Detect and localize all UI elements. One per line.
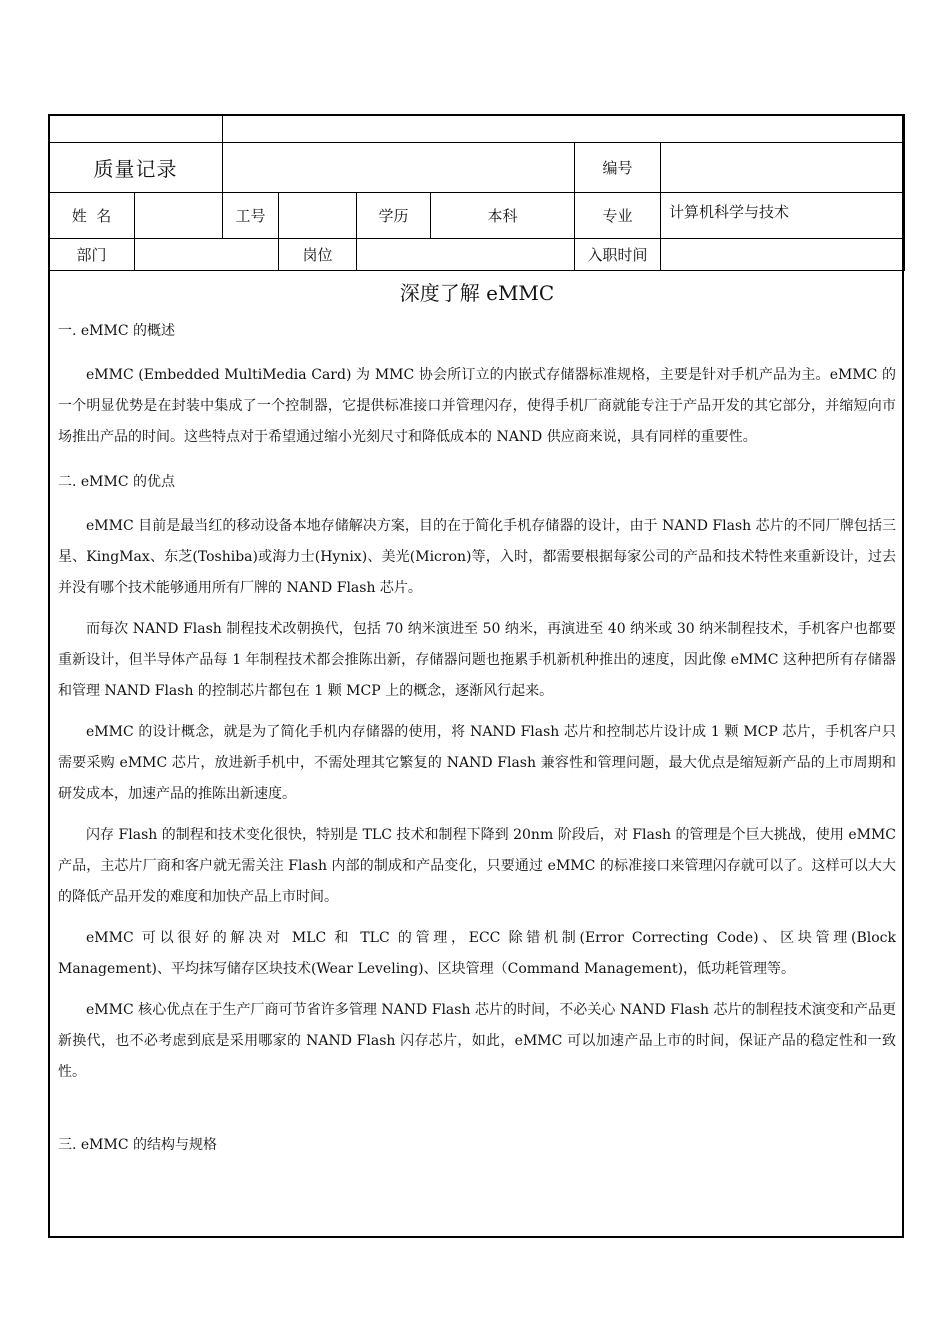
major-value: 计算机科学与技术 [661, 193, 905, 239]
record-form-table [48, 114, 905, 271]
major-label: 专业 [575, 193, 661, 239]
education-value: 本科 [431, 193, 575, 239]
document-title: 深度了解 eMMC [399, 281, 555, 305]
hire-date-value [661, 239, 905, 271]
title-blank-cell [223, 143, 575, 193]
education-label: 学历 [357, 193, 431, 239]
form-title: 质量记录 [49, 143, 223, 193]
document-body [58, 278, 896, 1160]
position-label: 岗位 [279, 239, 357, 271]
employee-no-value [279, 193, 357, 239]
form-row-dept [49, 239, 905, 271]
paragraph: eMMC 可以很好的解决对 MLC 和 TLC 的管理，ECC 除错机制(Error Correcting Code)、区块管理(Block Management)、平均抹写储存区块技术(Wear Leveling)、区块管理（Command Management)，低功耗管理等。 [58, 930, 896, 977]
form-row-top [49, 115, 905, 143]
form-row-info [49, 193, 905, 239]
section-heading: 二. eMMC 的优点 [58, 474, 176, 490]
paragraph: 而每次 NAND Flash 制程技术改朝换代，包括 70 纳米演进至 50 纳米，再演进至 40 纳米或 30 纳米制程技术，手机客户也都要重新设计，但半导体产品每 1 年制程技术都会推陈出新，存储器问题也拖累手机新机种推出的速度，因此像 eMMC 这种把所有存储器和管理 NAND Flash 的控制芯片都包在 1 颗 MCP 上的概念，逐渐风行起来。 [58, 621, 896, 699]
name-value [135, 193, 223, 239]
hire-date-label: 入职时间 [575, 239, 661, 271]
employee-no-label: 工号 [223, 193, 279, 239]
record-form-header [48, 114, 904, 271]
paragraph: eMMC (Embedded MultiMedia Card) 为 MMC 协会所订立的内嵌式存储器标准规格，主要是针对手机产品为主。eMMC 的一个明显优势是在封装中集成了一个控制器，它提供标准接口并管理闪存，使得手机厂商就能专注于产品开发的其它部分，并缩短向市场推出产品的时间。这些特点对于希望通过缩小光刻尺寸和降低成本的 NAND 供应商来说，具有同样的重要性。 [58, 367, 896, 445]
position-value [357, 239, 575, 271]
department-label: 部门 [49, 239, 135, 271]
section-heading: 一. eMMC 的概述 [58, 323, 176, 339]
department-value [135, 239, 279, 271]
blank-cell [49, 115, 223, 143]
form-row-title [49, 143, 905, 193]
paragraph: 闪存 Flash 的制程和技术变化很快，特别是 TLC 技术和制程下降到 20nm 阶段后，对 Flash 的管理是个巨大挑战，使用 eMMC 产品，主芯片厂商和客户就无需关注 Flash 内部的制成和产品变化，只要通过 eMMC 的标准接口来管理闪存就可以了。这样可以大大的降低产品开发的难度和加快产品上市时间。 [58, 827, 896, 905]
number-label: 编号 [575, 143, 661, 193]
paragraph: eMMC 的设计概念，就是为了简化手机内存储器的使用，将 NAND Flash 芯片和控制芯片设计成 1 颗 MCP 芯片，手机客户只需要采购 eMMC 芯片，放进新手机中，不需处理其它繁复的 NAND Flash 兼容性和管理问题，最大优点是缩短新产品的上市周期和研发成本，加速产品的推陈出新速度。 [58, 724, 896, 802]
paragraph: eMMC 目前是最当红的移动设备本地存储解决方案，目的在于简化手机存储器的设计，由于 NAND Flash 芯片的不同厂牌包括三星、KingMax、东芝(Toshiba)或海力士(Hynix)、美光(Micron)等，入时，都需要根据每家公司的产品和技术特性来重新设计，过去并没有哪个技术能够通用所有厂牌的 NAND Flash 芯片。 [58, 518, 896, 596]
paragraph: eMMC 核心优点在于生产厂商可节省许多管理 NAND Flash 芯片的时间，不必关心 NAND Flash 芯片的制程技术演变和产品更新换代，也不必考虑到底是采用哪家的 NAND Flash 闪存芯片，如此，eMMC 可以加速产品上市的时间，保证产品的稳定性和一致性。 [58, 1002, 896, 1080]
name-label: 姓 名 [49, 193, 135, 239]
number-value [661, 143, 905, 193]
blank-cell [223, 115, 905, 143]
section-heading: 三. eMMC 的结构与规格 [58, 1137, 218, 1153]
